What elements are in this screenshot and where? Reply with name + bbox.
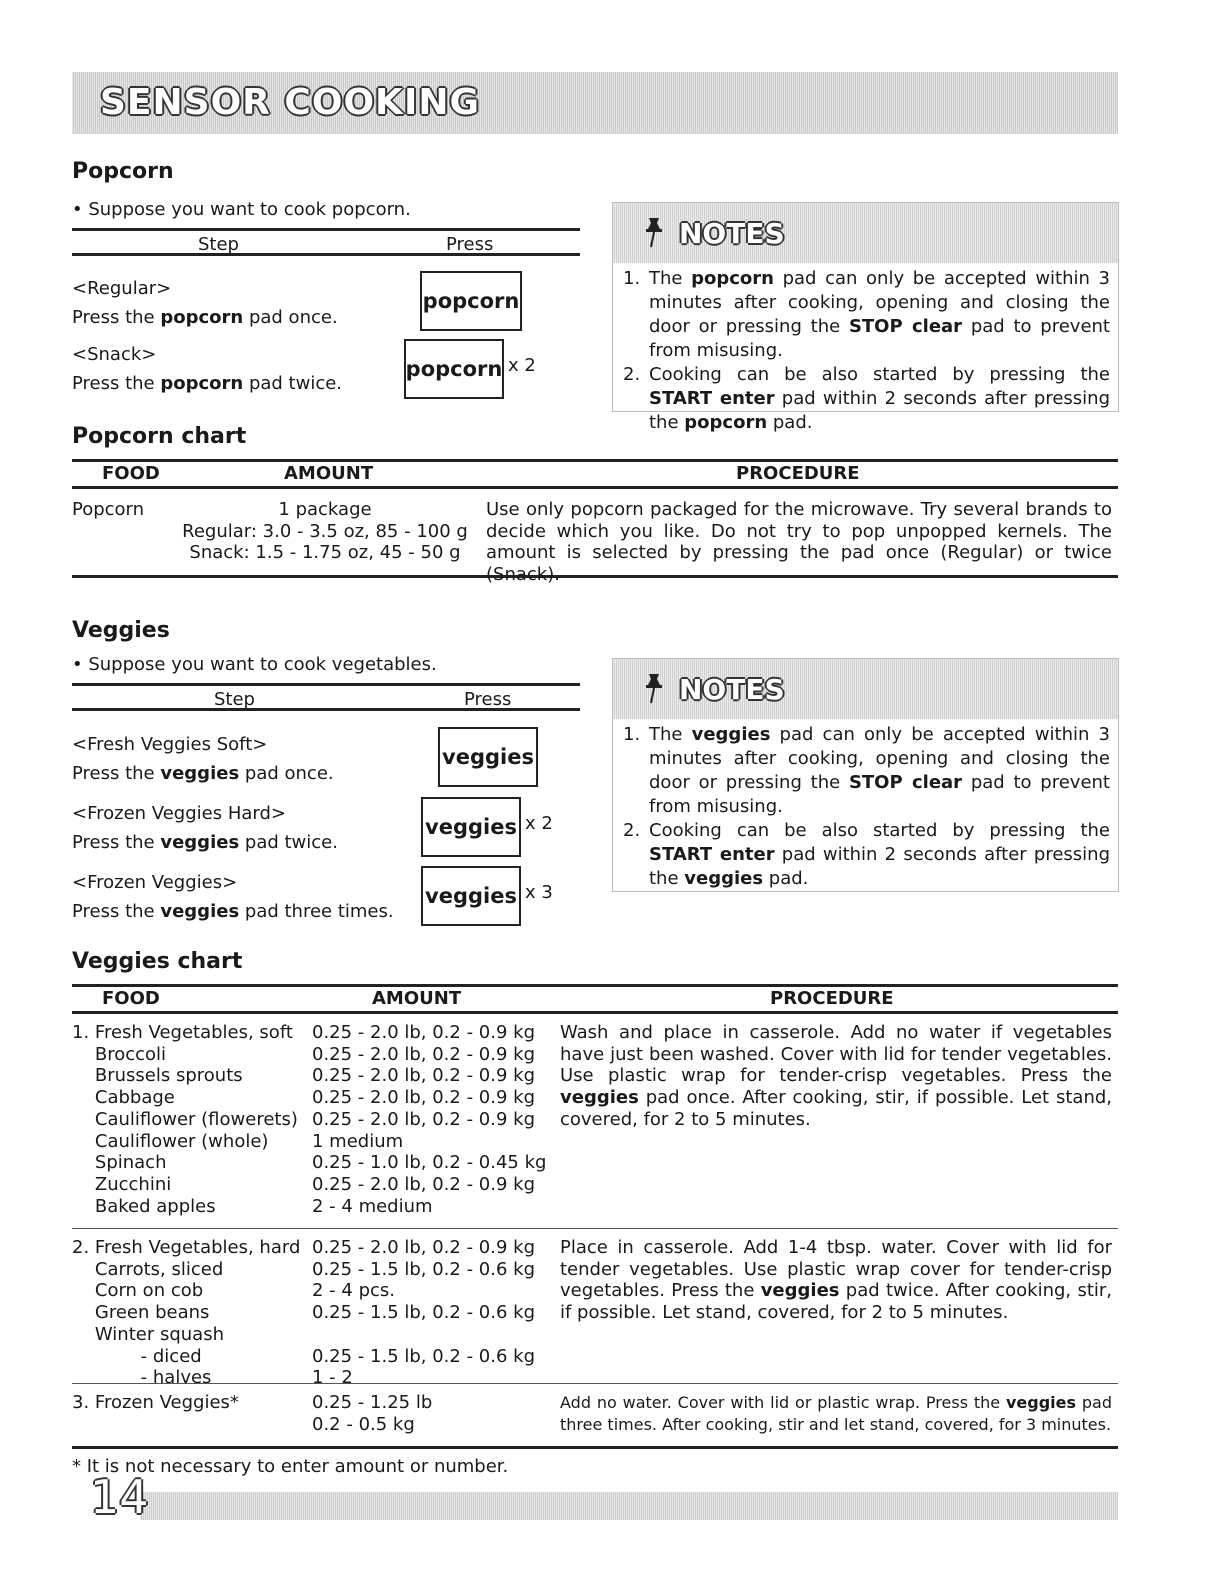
popcorn-heading: Popcorn	[72, 159, 174, 184]
note-item: 2. Cooking can be also started by pressing the START enter pad within 2 seconds after pressing the popcorn pad.	[623, 364, 1110, 433]
veggies-pad-button[interactable]: veggies	[421, 866, 521, 926]
note-item: 1. The popcorn pad can only be accepted within 3 minutes after cooking, opening and closing the door or pressing the STOP clear pad to prevent from misusing.	[623, 268, 1110, 361]
food-cell: 1. Fresh Vegetables, soft Broccoli Brussels sprouts Cabbage Cauliflower (flowerets) Cauliflower (whole) Spinach Zucchini Baked apples	[72, 1022, 298, 1217]
veggies-pad-button[interactable]: veggies	[421, 797, 521, 857]
popcorn-pad-button[interactable]: popcorn	[404, 339, 504, 399]
veggies-pad-button[interactable]: veggies	[438, 727, 538, 787]
veggies-chart-heading: Veggies chart	[72, 949, 243, 974]
step-label: Step	[198, 234, 239, 255]
step-mode: <Frozen Veggies>	[72, 872, 238, 893]
notes-title: NOTES	[679, 217, 785, 250]
food-cell: Popcorn	[72, 499, 145, 520]
table-row	[72, 1014, 1118, 1228]
veggies-heading: Veggies	[72, 618, 170, 643]
veggies-notes-box	[612, 658, 1119, 892]
notes-title: NOTES	[679, 673, 785, 706]
food-cell: 3. Frozen Veggies*	[72, 1392, 239, 1413]
page-title: SENSOR COOKING	[100, 82, 481, 123]
popcorn-pad-button[interactable]: popcorn	[420, 271, 522, 331]
veggies-step-table	[72, 683, 580, 941]
press-count: x 2	[525, 813, 553, 834]
amount-cell: 0.25 - 2.0 lb, 0.2 - 0.9 kg 0.25 - 2.0 lb, 0.2 - 0.9 kg 0.25 - 2.0 lb, 0.2 - 0.9 kg 0.25 - 2.0 lb, 0.2 - 0.9 kg 0.25 - 2.0 lb, 0.2 - 0.9 kg 1 medium 0.25 - 1.0 lb, 0.2 - 0.45 kg 0.25 - 2.0 lb, 0.2 - 0.9 kg 2 - 4 medium	[312, 1022, 547, 1217]
footer-bar	[140, 1492, 1118, 1520]
step-instruction: Press the popcorn pad twice.	[72, 373, 343, 394]
step-mode: <Frozen Veggies Hard>	[72, 803, 286, 824]
food-cell: 2. Fresh Vegetables, hard Carrots, sliced Corn on cob Green beans Winter squash - diced - halves	[72, 1237, 301, 1389]
popcorn-step-table	[72, 228, 580, 426]
page-number: 14	[90, 1470, 149, 1524]
procedure-cell: Use only popcorn packaged for the microwave. Try several brands to decide which you like. Do not try to pop unpopped kernels. The amount is selected by pressing the pad once (Regular) or twice (Snack).	[486, 499, 1112, 586]
step-mode: <Fresh Veggies Soft>	[72, 734, 268, 755]
step-instruction: Press the veggies pad three times.	[72, 901, 394, 922]
popcorn-bullet: • Suppose you want to cook popcorn.	[72, 199, 411, 220]
step-mode: <Snack>	[72, 344, 157, 365]
press-count: x 3	[525, 882, 553, 903]
step-instruction: Press the popcorn pad once.	[72, 307, 338, 328]
procedure-cell: Place in casserole. Add 1-4 tbsp. water. Cover with lid for tender vegetables. Use plastic wrap cover for tender-crisp vegetables. Press the veggies pad twice. After cooking, stir, if possible. Let stand, covered, for 2 to 5 minutes.	[560, 1237, 1112, 1324]
food-header: FOOD	[102, 988, 160, 1009]
press-label: Press	[446, 234, 494, 255]
procedure-cell: Wash and place in casserole. Add no water if vegetables have just been washed. Cover with lid for tender vegetables. Use plastic wrap for tender-crisp vegetables. Press the veggies pad once. After cooking, stir, if possible. Let stand, covered, for 2 to 5 minutes.	[560, 1022, 1112, 1130]
food-header: FOOD	[102, 463, 160, 484]
popcorn-chart	[72, 459, 1118, 586]
table-row	[72, 1383, 1118, 1446]
procedure-header: PROCEDURE	[736, 463, 860, 484]
procedure-cell: Add no water. Cover with lid or plastic wrap. Press the veggies pad three times. After cooking, stir and let stand, covered, for 3 minutes.	[560, 1393, 1112, 1434]
veggies-chart	[72, 984, 1118, 1449]
pushpin-icon	[643, 673, 665, 705]
press-label: Press	[464, 689, 512, 710]
table-row	[72, 1228, 1118, 1389]
amount-header: AMOUNT	[372, 988, 462, 1009]
amount-header: AMOUNT	[284, 463, 374, 484]
veggies-bullet: • Suppose you want to cook vegetables.	[72, 654, 437, 675]
press-count: x 2	[508, 355, 536, 376]
pushpin-icon	[643, 217, 665, 249]
step-label: Step	[214, 689, 255, 710]
amount-cell: 1 package Regular: 3.0 - 3.5 oz, 85 - 100 g Snack: 1.5 - 1.75 oz, 45 - 50 g	[182, 499, 468, 564]
amount-cell: 0.25 - 2.0 lb, 0.2 - 0.9 kg 0.25 - 1.5 lb, 0.2 - 0.6 kg 2 - 4 pcs. 0.25 - 1.5 lb, 0.2 - 0.6 kg 0.25 - 1.5 lb, 0.2 - 0.6 kg 1 - 2	[312, 1237, 535, 1389]
note-item: 1. The veggies pad can only be accepted within 3 minutes after cooking, opening and closing the door or pressing the STOP clear pad to prevent from misusing.	[623, 724, 1110, 817]
note-item: 2. Cooking can be also started by pressing the START enter pad within 2 seconds after pressing the veggies pad.	[623, 820, 1110, 889]
procedure-header: PROCEDURE	[770, 988, 894, 1009]
step-instruction: Press the veggies pad once.	[72, 763, 334, 784]
amount-cell: 0.25 - 1.25 lb 0.2 - 0.5 kg	[312, 1392, 433, 1435]
step-mode: <Regular>	[72, 278, 172, 299]
popcorn-notes-box	[612, 202, 1119, 433]
step-instruction: Press the veggies pad twice.	[72, 832, 338, 853]
popcorn-chart-heading: Popcorn chart	[72, 424, 247, 449]
table-row	[72, 489, 1118, 586]
footnote: * It is not necessary to enter amount or number.	[72, 1456, 509, 1477]
